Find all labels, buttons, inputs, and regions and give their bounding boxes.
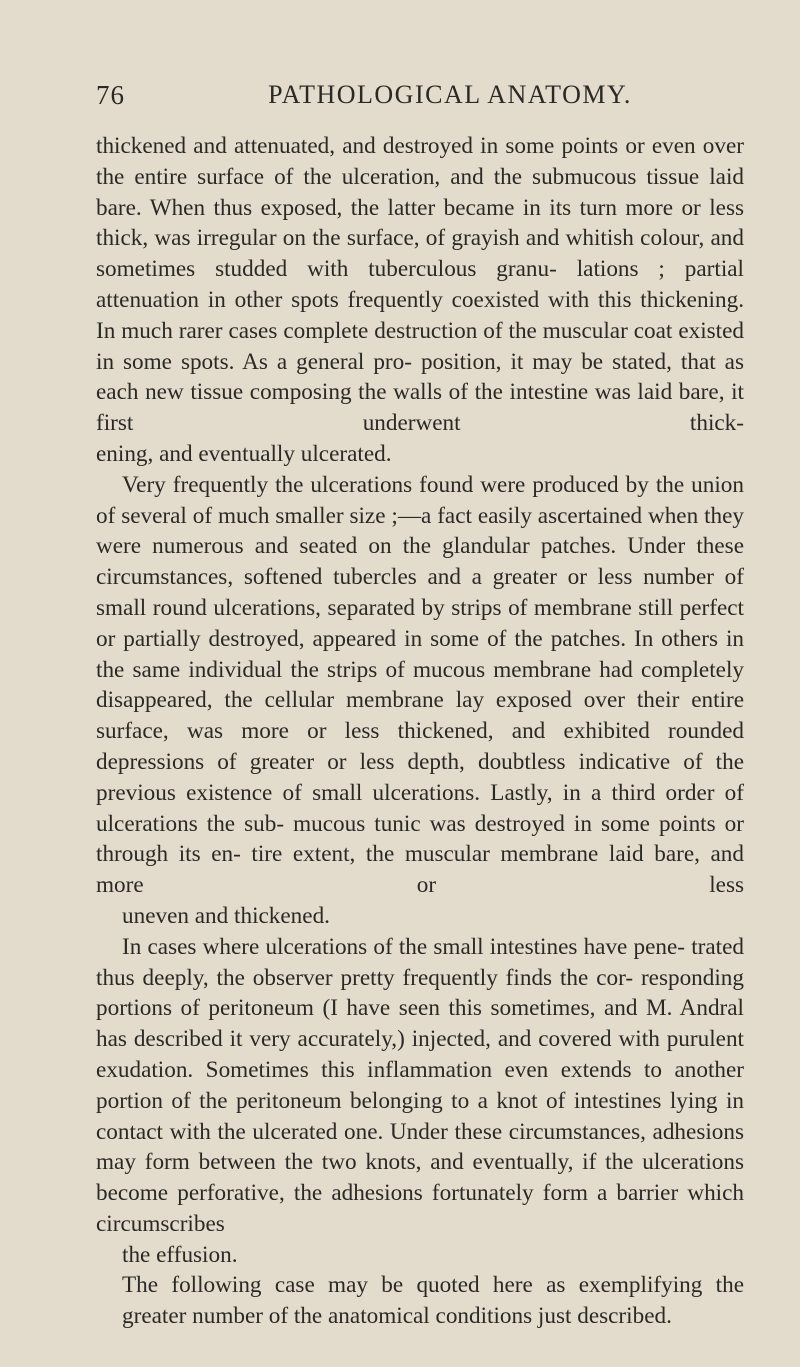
paragraph-last-line: greater number of the anatomical conditions just described.	[122, 1303, 672, 1330]
paragraph-last-line: ening, and eventually ulcerated.	[96, 440, 392, 467]
running-head: PATHOLOGICAL ANATOMY.	[268, 80, 632, 109]
paragraph	[96, 131, 744, 470]
page-number: 76	[96, 80, 125, 110]
paragraph-text: The following case may be quoted here as exemplifying the	[122, 1272, 744, 1299]
paragraph	[96, 470, 744, 932]
paragraph-text: thickened and attenuated, and destroyed in some points or even over the entire surface of the ulceration, and the submucous tissue laid bare. When thus exposed, the latter became in its turn more or less thick, was irregular on the surface, of grayish and whitish colour, and sometimes studded with tuberculous granu- lations ; partial attenuation in other spots frequently coexisted with this thickening. In much rarer cases complete destruction of the muscular coat existed in some spots. As a general pro- position, it may be stated, that as each new tissue composing the walls of the intestine was laid bare, it first underwent thick-	[96, 133, 744, 437]
paragraph	[96, 1270, 744, 1332]
paragraph-last-line: the effusion.	[122, 1241, 238, 1268]
paragraph-text: Very frequently the ulcerations found were produced by the union of several of much smaller size ;—a fact easily ascertained when they were numerous and seated on the glandular patches. Under these circumstances, softened tubercles and a greater or less number of small round ulcerations, separated by strips of membrane still perfect or partially destroyed, appeared in some of the patches. In others in the same individual the strips of mucous membrane had completely disappeared, the cellular membrane lay exposed over their entire surface, was more or less thickened, and exhibited rounded depressions of greater or less depth, doubtless indicative of the previous existence of small ulcerations. Lastly, in a third order of ulcerations the sub- mucous tunic was destroyed in some points or through its en- tire extent, the muscular membrane laid bare, and more or less	[96, 471, 744, 899]
paragraph-text: In cases where ulcerations of the small intestines have pene- trated thus deeply, the observer pretty frequently finds the cor- responding portions of peritoneum (I have seen this sometimes, and M. Andral has described it very accurately,) injected, and covered with purulent exudation. Sometimes this inflammation even extends to another portion of the peritoneum belonging to a knot of intestines lying in contact with the ulcerated one. Under these circumstances, adhesions may form between the two knots, and eventually, if the ulcerations become perforative, the adhesions fortunately form a barrier which circumscribes	[96, 933, 744, 1237]
page-header	[96, 80, 744, 116]
paragraph	[96, 932, 744, 1271]
body-text	[96, 131, 744, 1332]
paragraph-last-line: uneven and thickened.	[122, 902, 330, 929]
